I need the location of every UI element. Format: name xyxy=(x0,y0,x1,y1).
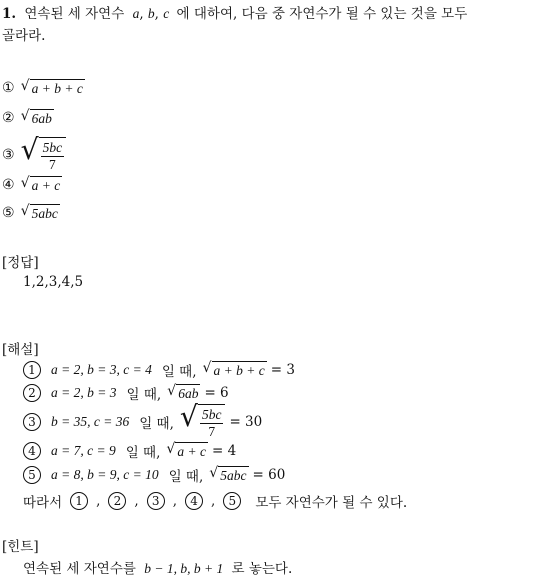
solution-item-4 xyxy=(23,441,236,461)
hint-header: [힌트] xyxy=(2,539,39,555)
radical-icon: √ xyxy=(20,175,30,191)
result: = 3 xyxy=(270,362,295,378)
when-text: 일 때, xyxy=(139,415,174,432)
numerator: 5bc xyxy=(201,407,222,422)
conclusion-suffix: 모두 자연수가 될 수 있다. xyxy=(255,495,408,511)
result: = 60 xyxy=(252,467,286,483)
option-1 xyxy=(2,79,85,97)
condition: a = 2, b = 3 xyxy=(51,385,117,400)
separator: , xyxy=(172,493,178,509)
option-5 xyxy=(2,204,60,222)
question-number: 1. xyxy=(2,6,17,22)
radical-icon: √ xyxy=(20,203,30,219)
circled-number: 1 xyxy=(70,492,88,510)
radical-icon: √ xyxy=(20,78,30,94)
question-line-2 xyxy=(2,24,45,44)
circled-number: 2 xyxy=(108,492,126,510)
comma: , xyxy=(154,6,159,22)
answer-value: 1,2,3,4,5 xyxy=(23,274,84,290)
circled-number: 4 xyxy=(185,492,203,510)
sqrt-expression xyxy=(21,204,60,222)
radical-icon: √ xyxy=(209,465,219,481)
question-text-3: 골라라. xyxy=(2,28,46,44)
hint-expression: b − 1, b, b + 1 xyxy=(144,561,224,576)
conclusion-prefix: 따라서 xyxy=(23,495,63,511)
radical-icon: √ xyxy=(20,108,30,124)
radical-icon: √ xyxy=(179,400,198,433)
solution-conclusion xyxy=(23,491,407,511)
result: = 6 xyxy=(204,385,229,401)
circled-number: 3 xyxy=(23,413,41,431)
question-text-1: 연속된 세 자연수 xyxy=(24,6,125,22)
circled-number: 4 xyxy=(23,442,41,460)
hint-text xyxy=(23,557,292,577)
separator: , xyxy=(134,493,139,509)
circled-number: 1 xyxy=(23,361,41,379)
option-4 xyxy=(2,176,62,194)
option-mark: ③ xyxy=(2,146,15,163)
sqrt-expression xyxy=(203,361,267,379)
result: = 4 xyxy=(212,443,237,459)
sqrt-expression xyxy=(21,79,85,97)
when-text: 일 때, xyxy=(125,445,161,461)
answer-header: [정답] xyxy=(2,255,39,271)
option-mark: ⑤ xyxy=(2,205,15,221)
comma: , xyxy=(139,6,144,22)
hint-suffix: 로 놓는다. xyxy=(231,561,293,577)
separator: , xyxy=(96,493,101,509)
option-mark: ① xyxy=(2,80,15,96)
solution-item-1 xyxy=(23,360,295,380)
radicand: 5abc xyxy=(220,468,247,483)
denominator: 7 xyxy=(49,156,56,172)
option-2 xyxy=(2,109,54,127)
condition: a = 8, b = 9, c = 10 xyxy=(51,467,159,482)
separator: , xyxy=(211,493,216,509)
circled-number: 5 xyxy=(223,492,241,510)
when-text: 일 때, xyxy=(126,387,162,403)
solution-item-5 xyxy=(23,465,285,485)
solution-header: [해설] xyxy=(2,342,39,358)
radicand: a + b + c xyxy=(31,81,83,96)
option-mark: ④ xyxy=(2,177,15,193)
condition: a = 7, c = 9 xyxy=(51,443,116,458)
radicand: a + c xyxy=(177,444,207,459)
hint-prefix: 연속된 세 자연수를 xyxy=(23,561,136,577)
circled-number: 3 xyxy=(147,492,165,510)
radicand: 5abc xyxy=(31,206,58,221)
fraction xyxy=(200,407,224,439)
radicand: a + c xyxy=(31,178,61,193)
radicand: 6ab xyxy=(31,111,52,126)
sqrt-expression xyxy=(21,109,54,127)
option-mark: ② xyxy=(2,110,15,126)
sqrt-expression xyxy=(21,176,63,194)
question-line-1 xyxy=(2,2,467,22)
condition: a = 2, b = 3, c = 4 xyxy=(51,362,152,377)
denominator: 7 xyxy=(208,423,216,439)
solution-item-3 xyxy=(23,400,263,439)
sqrt-expression xyxy=(209,466,248,484)
radical-icon: √ xyxy=(167,383,177,399)
sqrt-fraction-expression xyxy=(20,133,67,172)
var-a: a xyxy=(132,6,140,21)
circled-number: 5 xyxy=(23,466,41,484)
circled-number: 2 xyxy=(23,384,41,402)
numerator: 5bc xyxy=(42,140,63,155)
radical-icon: √ xyxy=(166,441,176,457)
radicand: 6ab xyxy=(178,386,199,401)
radical-icon: √ xyxy=(20,133,39,166)
radical-icon: √ xyxy=(202,360,212,376)
question-text-2: 에 대하여, 다음 중 자연수가 될 수 있는 것을 모두 xyxy=(176,6,468,22)
sqrt-expression xyxy=(166,442,208,460)
condition: b = 35, c = 36 xyxy=(51,413,130,429)
sqrt-fraction-expression xyxy=(179,400,226,439)
var-b: b xyxy=(147,6,155,21)
var-c: c xyxy=(163,6,170,21)
fraction xyxy=(41,140,65,172)
when-text: 일 때, xyxy=(168,469,204,485)
result: = 30 xyxy=(229,413,263,430)
option-3 xyxy=(2,133,66,172)
when-text: 일 때, xyxy=(161,364,197,380)
radicand: a + b + c xyxy=(213,363,265,378)
